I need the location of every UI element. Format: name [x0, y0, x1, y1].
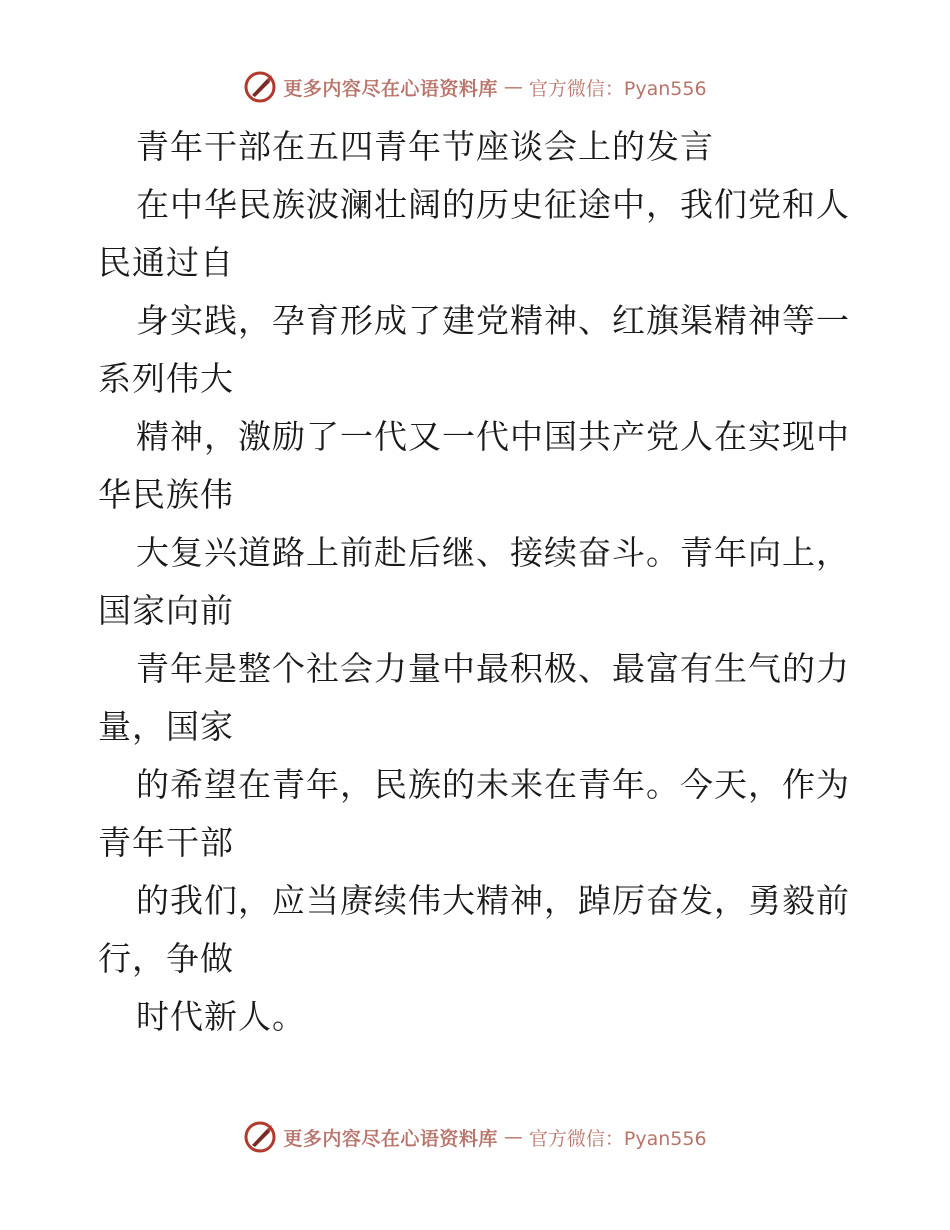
- paragraph-line: 精神，激励了一代又一代中国共产党人在实现中: [136, 417, 850, 456]
- quill-pen-logo-icon: [243, 70, 277, 104]
- paragraph-line: 青年干部: [98, 823, 234, 862]
- header-contact-text: 官方微信：Pyan556: [528, 77, 707, 100]
- paragraph-line: 在中华民族波澜壮阔的历史征途中，我们党和人: [136, 185, 850, 224]
- paragraph-line: 华民族伟: [98, 475, 234, 514]
- paragraph-line: 系列伟大: [98, 359, 234, 398]
- footer-banner-text: 更多内容尽在心语资料库: [283, 1127, 498, 1150]
- footer-banner-separator: —: [503, 1126, 523, 1148]
- paragraph-line: 时代新人。: [136, 997, 306, 1036]
- paragraph-line: 行，争做: [98, 939, 234, 978]
- paragraph-line: 身实践，孕育形成了建党精神、红旗渠精神等一: [136, 301, 850, 340]
- footer-contact-text: 官方微信：Pyan556: [528, 1127, 707, 1150]
- paragraph-line: 量，国家: [98, 707, 234, 746]
- paragraph-line: 国家向前: [98, 591, 234, 630]
- document-body: [98, 118, 858, 1046]
- header-banner: [0, 70, 950, 104]
- paragraph-line: 的我们，应当赓续伟大精神，踔厉奋发，勇毅前: [136, 881, 850, 920]
- document-title: 青年干部在五四青年节座谈会上的发言: [136, 127, 714, 166]
- paragraph-line: 大复兴道路上前赴后继、接续奋斗。青年向上，: [136, 533, 850, 572]
- paragraph-line: 的希望在青年，民族的未来在青年。今天，作为: [136, 765, 850, 804]
- paragraph-line: 民通过自: [98, 243, 234, 282]
- header-banner-text: 更多内容尽在心语资料库: [283, 77, 498, 100]
- paragraph-line: 青年是整个社会力量中最积极、最富有生气的力: [136, 649, 850, 688]
- header-banner-separator: —: [503, 76, 523, 98]
- quill-pen-logo-icon: [243, 1120, 277, 1154]
- footer-banner: [0, 1120, 950, 1154]
